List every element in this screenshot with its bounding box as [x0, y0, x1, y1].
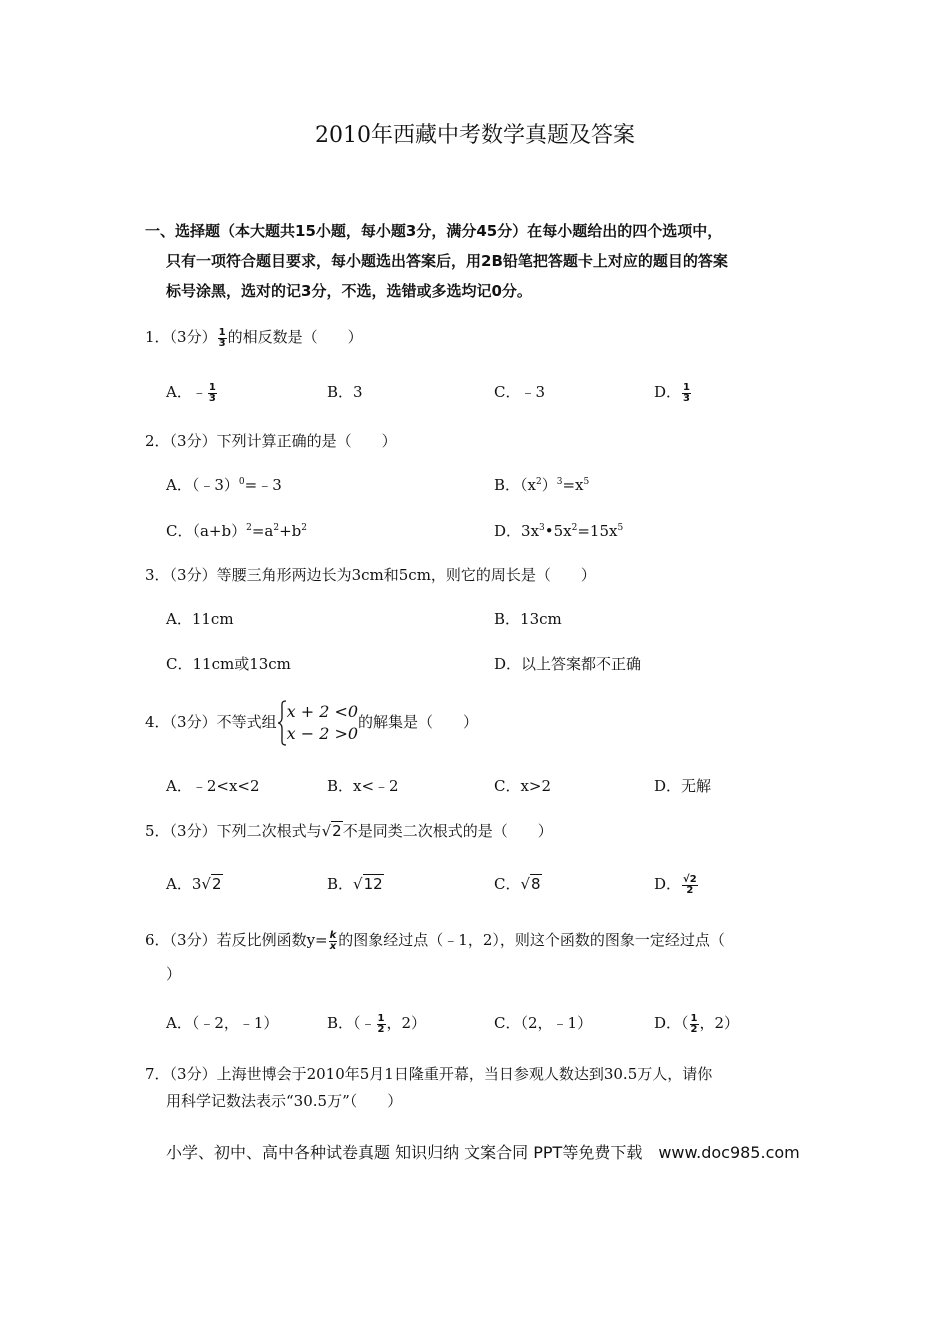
square-root: √8 — [520, 875, 541, 893]
q3-option-b: B．13cm — [494, 610, 562, 628]
denominator: 3 — [683, 392, 690, 404]
q5-option-a — [166, 873, 223, 895]
numerator: 1 — [208, 381, 216, 393]
q3-option-c: C．11cm或13cm — [166, 655, 291, 673]
exponent: 2 — [246, 523, 252, 533]
option-label: D．（ — [654, 1014, 689, 1032]
page-title: 2010年西藏中考数学真题及答案 — [315, 123, 635, 148]
question-6-continued: ） — [166, 965, 182, 983]
exponent: 3 — [539, 523, 545, 533]
q4-option-d: D．无解 — [654, 777, 712, 795]
denominator: x — [329, 940, 337, 952]
option-text: A．（﹣3） — [166, 476, 239, 494]
inequality-line-2: x − 2 >0 — [286, 724, 359, 743]
exponent: 5 — [617, 523, 624, 533]
numerator: 1 — [377, 1012, 385, 1024]
section-instructions-line-2: 只有一项符合题目要求，每小题选出答案后，用2B铅笔把答题卡上对应的题目的答案 — [166, 252, 728, 270]
exponent: 2 — [535, 477, 542, 487]
fraction — [682, 383, 691, 404]
fraction — [218, 328, 227, 349]
denominator: 2 — [690, 1023, 698, 1035]
fraction — [329, 931, 338, 952]
section-instructions-line-1: 一、选择题（本大题共15小题，每小题3分，满分45分）在每小题给出的四个选项中， — [145, 222, 723, 240]
option-label: A．﹣ — [166, 383, 207, 401]
option-text: =﹣3 — [244, 476, 282, 494]
numerator: k — [329, 929, 337, 941]
question-text: 的图象经过点（﹣1，2），则这个函数的图象一定经过点（ — [338, 931, 725, 949]
option-text: ） — [541, 476, 557, 494]
exponent: 2 — [571, 523, 578, 533]
question-7-continued: 用科学记数法表示“30.5万”（ ） — [166, 1092, 403, 1110]
q4-option-a: A．﹣2<x<2 — [166, 777, 260, 795]
radicand: 2 — [211, 875, 222, 893]
fraction — [690, 1014, 699, 1035]
option-label: D． — [654, 383, 682, 401]
question-2: 2．（3分）下列计算正确的是（ ） — [145, 432, 397, 450]
question-number: 6．（3分）若反比例函数y= — [145, 931, 328, 949]
numerator: 1 — [218, 326, 226, 338]
question-number: 4．（3分）不等式组 — [145, 713, 277, 731]
q6-option-a: A．（﹣2，﹣1） — [166, 1014, 279, 1032]
question-3: 3．（3分）等腰三角形两边长为3cm和5cm，则它的周长是（ ） — [145, 566, 596, 584]
q4-option-c: C．x>2 — [494, 777, 552, 795]
q5-option-b — [327, 873, 384, 895]
left-brace-icon — [277, 700, 287, 746]
exponent: 2 — [273, 523, 280, 533]
q3-option-a: A．11cm — [166, 610, 234, 628]
q1-option-a — [166, 381, 218, 404]
q2-option-d — [494, 520, 623, 542]
q4-option-b: B．x<﹣2 — [327, 777, 399, 795]
q1-option-d — [654, 381, 692, 404]
question-1 — [145, 326, 363, 349]
inequality-line-1: x + 2 <0 — [286, 702, 359, 721]
inequality-system — [287, 701, 358, 745]
q6-option-d — [654, 1012, 739, 1035]
footer-ad-text: 小学、初中、高中各种试卷真题 知识归纳 文案合同 PPT等免费下载 www.doc985.com — [166, 1143, 800, 1162]
q6-option-c: C．（2，﹣1） — [494, 1014, 593, 1032]
option-text: B．（x — [494, 476, 536, 494]
section-instructions-line-3: 标号涂黑，选对的记3分，不选，选错或多选均记0分。 — [166, 282, 532, 300]
radicand: 8 — [531, 875, 541, 893]
question-text: 的解集是（ ） — [358, 713, 479, 731]
radicand: 12 — [363, 875, 383, 893]
question-text: 的相反数是（ ） — [227, 328, 363, 346]
exponent: 5 — [583, 477, 590, 487]
question-number: 1．（3分） — [145, 328, 217, 346]
option-text: ，2） — [699, 1014, 740, 1032]
question-4 — [145, 700, 478, 746]
q6-option-b — [327, 1012, 426, 1035]
q1-option-c: C．﹣3 — [494, 383, 546, 401]
fraction — [682, 875, 698, 896]
q3-option-d: D．以上答案都不正确 — [494, 655, 642, 673]
numerator: √2 — [683, 873, 697, 885]
numerator: 1 — [683, 381, 690, 393]
denominator: 3 — [218, 337, 226, 349]
square-root: √2 — [201, 875, 222, 893]
option-text: D．3x — [494, 522, 540, 540]
exponent: 3 — [556, 477, 563, 487]
q2-option-a — [166, 474, 282, 496]
option-label: B． — [327, 875, 354, 893]
q2-option-c — [166, 520, 307, 542]
exponent: 0 — [238, 477, 245, 487]
q5-option-c — [494, 873, 542, 895]
square-root: √12 — [353, 875, 383, 893]
option-label: B．（﹣ — [327, 1014, 376, 1032]
question-number: 5．（3分）下列二次根式与 — [145, 822, 322, 840]
option-text: =x — [562, 476, 584, 494]
question-6 — [145, 929, 725, 952]
denominator: 3 — [208, 392, 216, 404]
option-text: =15x — [577, 522, 618, 540]
q1-option-b: B．3 — [327, 383, 363, 401]
option-text: +b — [279, 522, 302, 540]
fraction — [377, 1014, 386, 1035]
square-root: √2 — [321, 822, 342, 840]
question-5 — [145, 820, 553, 842]
fraction — [208, 383, 217, 404]
option-text: =a — [251, 522, 274, 540]
radicand: 2 — [332, 822, 342, 840]
denominator: 2 — [377, 1023, 385, 1035]
denominator: 2 — [686, 884, 694, 896]
question-7: 7．（3分）上海世博会于2010年5月1日隆重开幕，当日参观人数达到30.5万人，请你 — [145, 1065, 713, 1083]
numerator: 1 — [690, 1012, 698, 1024]
q5-option-d — [654, 873, 699, 896]
option-label: C． — [494, 875, 521, 893]
option-label: A．3 — [166, 875, 202, 893]
option-text: C．（a+b） — [166, 522, 247, 540]
option-label: D． — [654, 875, 682, 893]
exponent: 2 — [301, 523, 307, 533]
option-text: ，2） — [386, 1014, 427, 1032]
q2-option-b — [494, 474, 589, 496]
option-text: •5x — [544, 522, 572, 540]
question-text: 不是同类二次根式的是（ ） — [342, 822, 553, 840]
